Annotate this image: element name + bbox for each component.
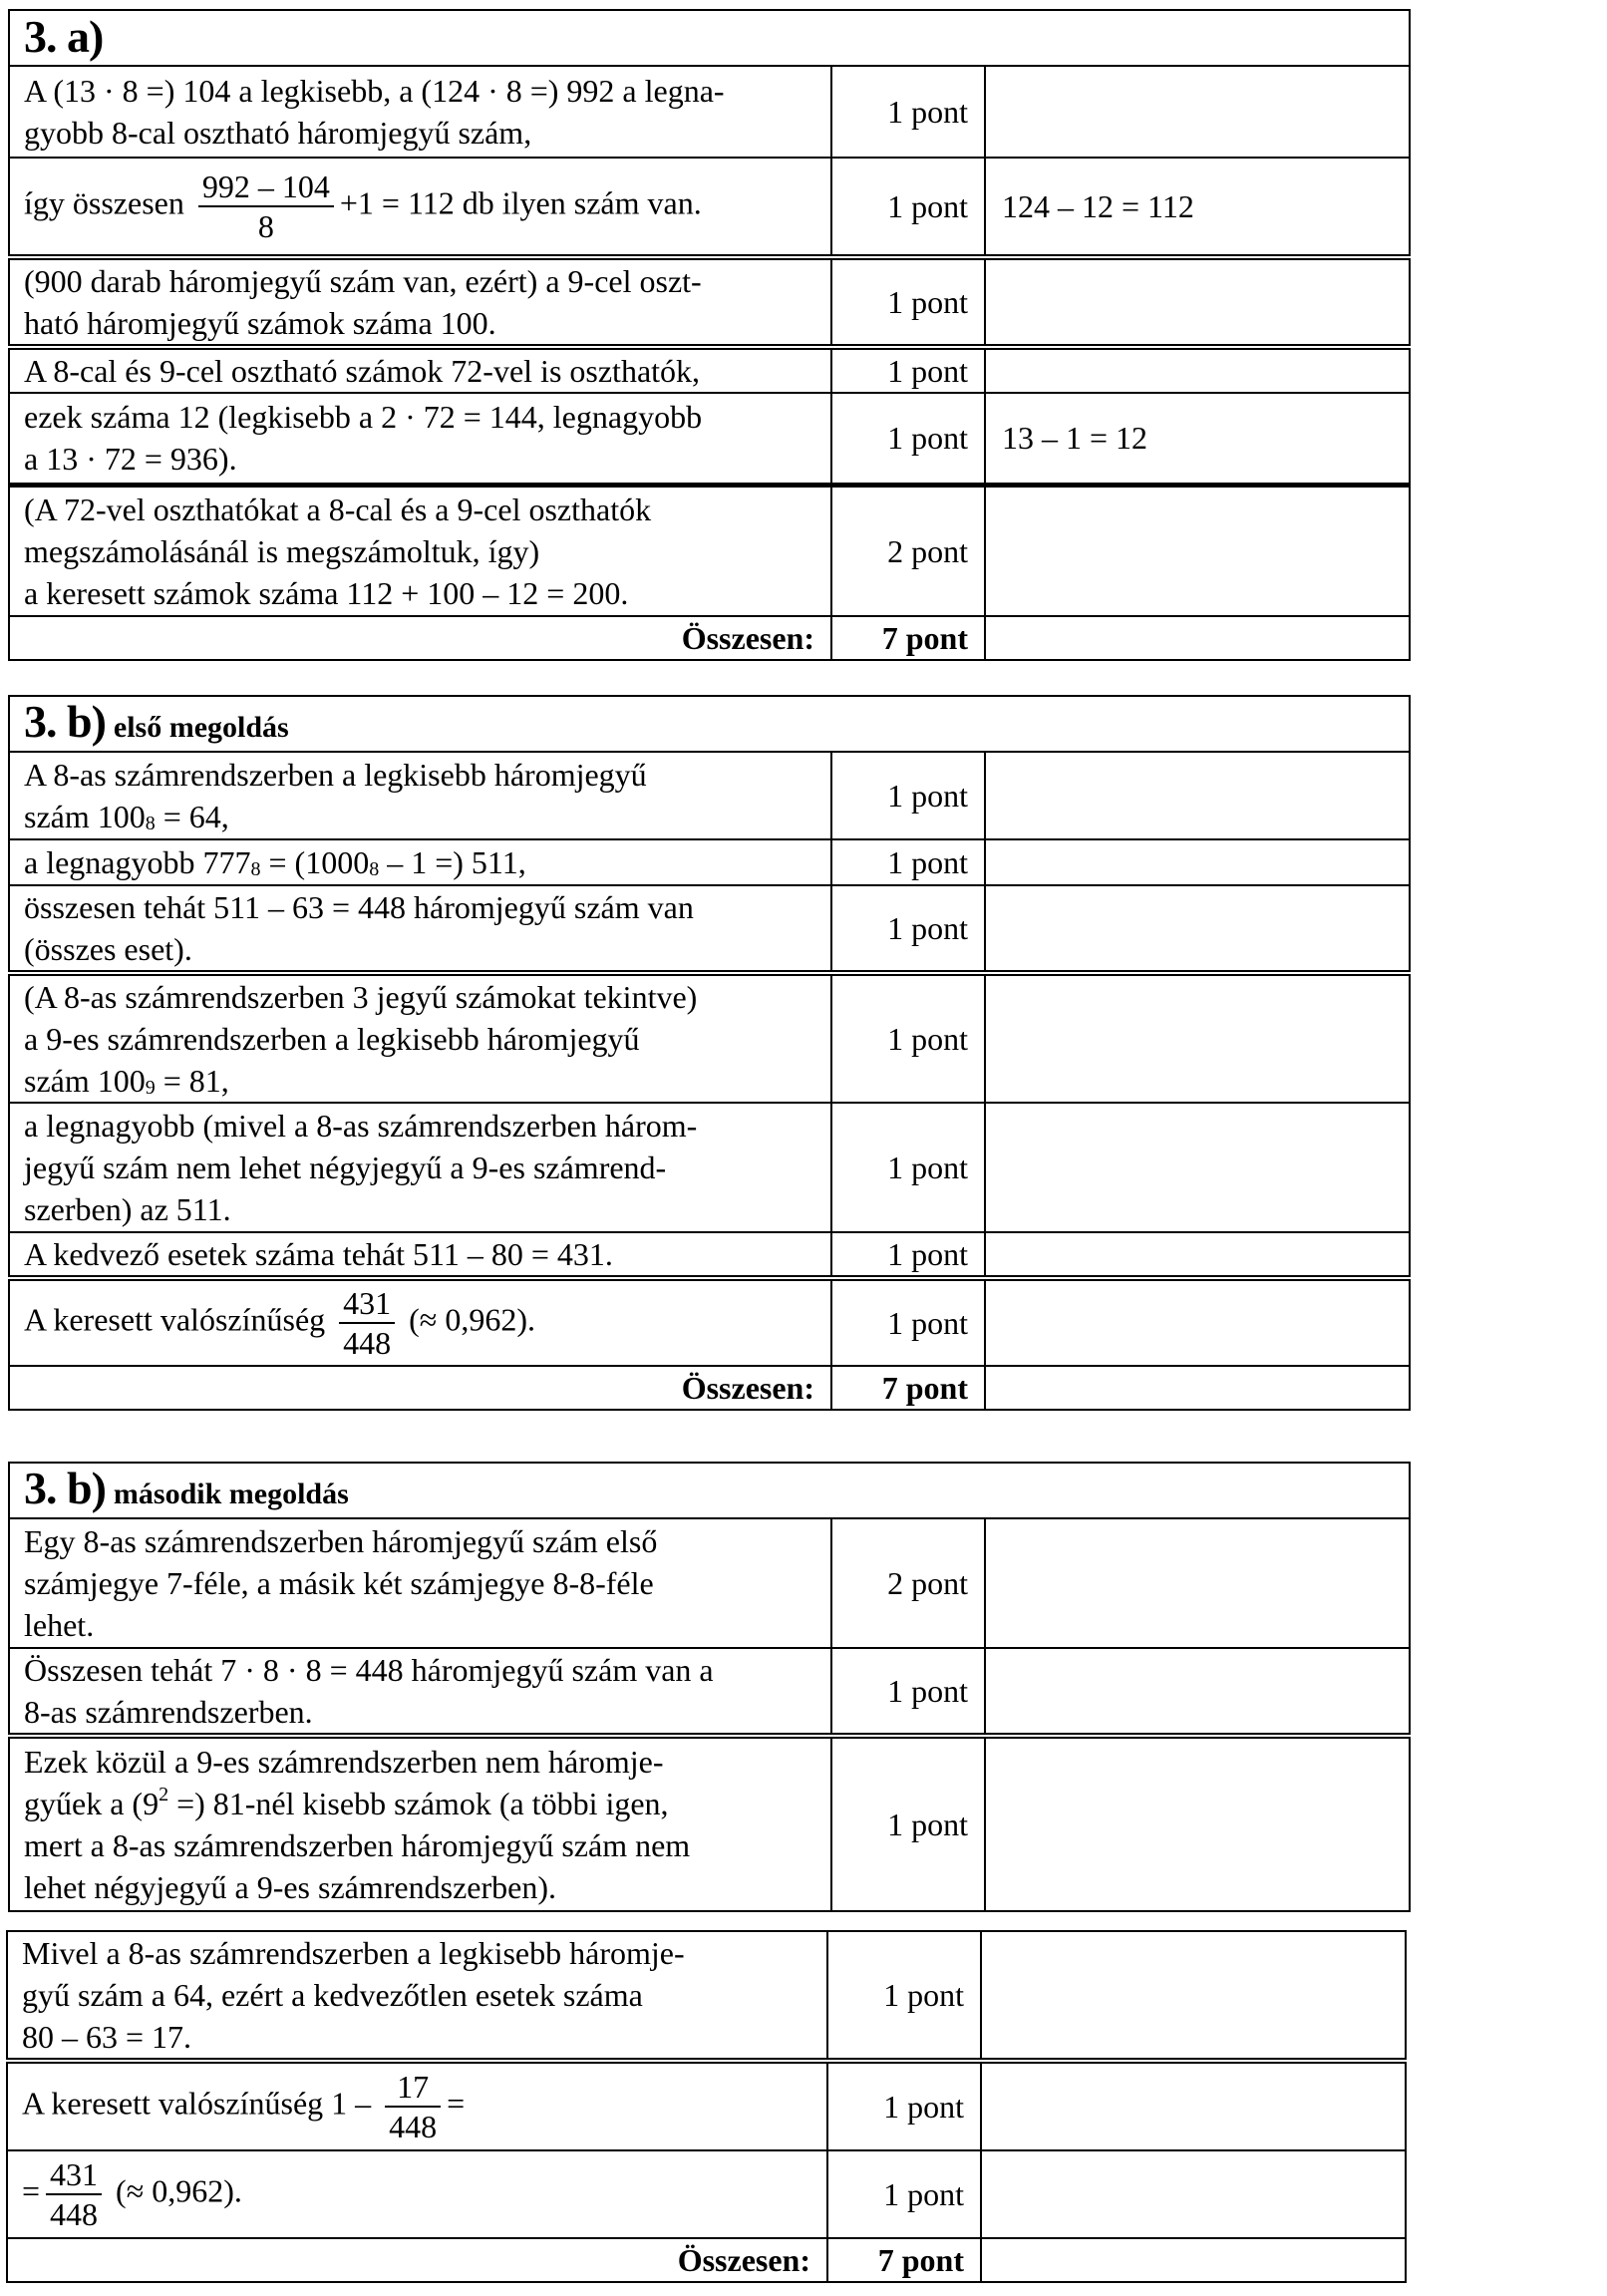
solution-text <box>9 347 831 393</box>
note-cell <box>985 1232 1410 1278</box>
section-3a-table <box>8 9 1411 661</box>
text-line: lehet négyjegyű a 9-es számrendszerben). <box>24 1869 556 1905</box>
note-cell <box>985 885 1410 973</box>
points-cell: 1 pont <box>831 66 985 158</box>
solution-text <box>9 1103 831 1232</box>
note-cell <box>985 973 1410 1103</box>
note-cell <box>985 839 1410 885</box>
section-heading <box>9 10 1410 66</box>
solution-text <box>9 885 831 973</box>
fraction <box>198 167 334 245</box>
text-segment: = <box>447 2085 466 2122</box>
section-3b-second-solution-table <box>8 1462 1411 1912</box>
solution-row <box>9 973 1410 1103</box>
solution-text <box>9 752 831 839</box>
solution-text <box>7 2061 827 2150</box>
solution-row <box>7 2061 1406 2150</box>
fraction-numerator: 17 <box>385 2068 441 2108</box>
solution-row <box>9 485 1410 616</box>
total-row <box>9 1366 1410 1410</box>
points-cell: 2 pont <box>831 485 985 616</box>
number-base: 8 <box>369 858 380 880</box>
solution-text <box>9 1232 831 1278</box>
note-cell <box>981 1931 1406 2061</box>
total-label: Összesen: <box>9 616 831 660</box>
total-row <box>7 2238 1406 2282</box>
text-line: gyű szám a 64, ezért a kedvezőtlen esetek száma <box>22 1977 643 2013</box>
points-cell: 2 pont <box>831 1518 985 1648</box>
fraction <box>46 2155 102 2233</box>
solution-row <box>9 66 1410 158</box>
points-cell: 1 pont <box>831 1103 985 1232</box>
solution-row <box>9 347 1410 393</box>
number-base: 9 <box>145 1077 156 1099</box>
text-line: A kedvező esetek száma tehát 511 – 80 = 431. <box>24 1236 613 1272</box>
fraction-denominator: 448 <box>343 1325 392 1361</box>
heading-subtitle: második megoldás <box>113 1477 349 1510</box>
text-line: a keresett számok száma 112 + 100 – 12 = 200. <box>24 574 629 611</box>
fraction <box>385 2068 441 2145</box>
solution-row <box>9 752 1410 839</box>
text-segment: =) 81-nél kisebb számok (a többi igen, <box>168 1786 669 1821</box>
text-line: gyobb 8-cal osztható háromjegyű szám, <box>24 115 532 151</box>
note-cell <box>985 66 1410 158</box>
text-line <box>24 796 820 837</box>
note-cell <box>985 485 1410 616</box>
text-segment: = (1000 <box>260 844 370 880</box>
heading-number: 3. b) <box>24 1463 106 1513</box>
fraction-numerator: 431 <box>339 1284 395 1324</box>
points-cell: 1 pont <box>831 257 985 347</box>
text-line: Ezek közül a 9-es számrendszerben nem háromje- <box>24 1744 664 1780</box>
solution-text <box>9 1518 831 1648</box>
total-points: 7 pont <box>831 1366 985 1410</box>
text-line: A 8-as számrendszerben a legkisebb háromjegyű <box>24 757 647 793</box>
heading-number: 3. a) <box>24 11 104 62</box>
text-line: számjegye 7-féle, a másik két számjegye 8-8-féle <box>24 1565 654 1601</box>
text-line: a legnagyobb (mivel a 8-as számrendszerben három- <box>24 1108 698 1144</box>
text-line: (A 8-as számrendszerben 3 jegyű számokat tekintve) <box>24 979 698 1015</box>
points-cell: 1 pont <box>831 393 985 485</box>
text-line: lehet. <box>24 1607 95 1643</box>
text-line: a 9-es számrendszerben a legkisebb háromjegyű <box>24 1021 640 1057</box>
text-segment: +1 = 112 db ilyen szám van. <box>339 184 702 221</box>
heading-subtitle: első megoldás <box>113 711 289 744</box>
number-base: 8 <box>145 813 156 834</box>
points-cell: 1 pont <box>831 752 985 839</box>
solution-row <box>7 2150 1406 2238</box>
text-line <box>24 1060 820 1102</box>
heading-number: 3. b) <box>24 696 106 747</box>
solution-text <box>9 1648 831 1736</box>
solution-row <box>9 1736 1410 1911</box>
text-segment: = <box>22 2172 41 2209</box>
text-segment: = 81, <box>155 1063 229 1099</box>
solution-text <box>9 66 831 158</box>
text-segment: gyűek a (9 <box>24 1786 160 1821</box>
fraction-denominator: 448 <box>50 2196 99 2232</box>
total-label: Összesen: <box>9 1366 831 1410</box>
total-points: 7 pont <box>831 616 985 660</box>
note-cell <box>985 1518 1410 1648</box>
solution-row <box>9 1518 1410 1648</box>
solution-text <box>9 158 831 257</box>
solution-text <box>9 257 831 347</box>
text-line: ható háromjegyű számok száma 100. <box>24 305 496 341</box>
text-line: 8-as számrendszerben. <box>24 1694 313 1730</box>
text-line: jegyű szám nem lehet négyjegyű a 9-es számrend- <box>24 1149 667 1185</box>
solution-row <box>9 839 1410 885</box>
solution-text <box>9 973 831 1103</box>
solution-row <box>9 257 1410 347</box>
note-cell: 13 – 1 = 12 <box>985 393 1410 485</box>
exponent: 2 <box>159 1784 169 1805</box>
solution-row <box>9 1278 1410 1366</box>
text-segment: – 1 =) 511, <box>379 844 526 880</box>
solution-row <box>7 1931 1406 2061</box>
fraction-denominator: 448 <box>389 2109 438 2144</box>
note-cell <box>981 2061 1406 2150</box>
text-line <box>24 1783 820 1824</box>
text-line: mert a 8-as számrendszerben háromjegyű szám nem <box>24 1827 691 1863</box>
solution-row <box>9 1232 1410 1278</box>
solution-text <box>7 2150 827 2238</box>
note-cell <box>985 752 1410 839</box>
text-line: megszámolásánál is megszámoltuk, így) <box>24 532 540 569</box>
text-line: összesen tehát 511 – 63 = 448 háromjegyű szám van <box>24 889 694 925</box>
solution-row <box>9 158 1410 257</box>
solution-text <box>9 393 831 485</box>
text-line: A 8-cal és 9-cel osztható számok 72-vel is oszthatók, <box>24 353 701 389</box>
section-heading <box>9 696 1410 752</box>
solution-text <box>9 839 831 885</box>
text-line: (900 darab háromjegyű szám van, ezért) a 9-cel oszt- <box>24 263 702 299</box>
solution-row <box>9 1648 1410 1736</box>
text-line: (A 72-vel oszthatókat a 8-cal és a 9-cel oszthatók <box>24 491 652 527</box>
text-line: szerben) az 511. <box>24 1191 231 1227</box>
total-row <box>9 616 1410 660</box>
fraction <box>339 1284 395 1362</box>
text-segment: szám 100 <box>24 1063 146 1099</box>
text-segment: A keresett valószínűség <box>24 1301 326 1338</box>
text-line: A (13 · 8 =) 104 a legkisebb, a (124 · 8 =) 992 a legna- <box>24 73 725 109</box>
points-cell: 1 pont <box>831 1278 985 1366</box>
text-line: (összes eset). <box>24 931 192 967</box>
points-cell: 1 pont <box>831 885 985 973</box>
text-line: Összesen tehát 7 · 8 · 8 = 448 háromjegyű szám van a <box>24 1652 714 1688</box>
section-3b-first-solution-table <box>8 695 1411 1411</box>
points-cell: 1 pont <box>831 1736 985 1911</box>
text-line: Mivel a 8-as számrendszerben a legkisebb háromje- <box>22 1935 685 1971</box>
section-3b-second-solution-continued-table <box>6 1930 1407 2283</box>
text-segment: = 64, <box>155 799 229 834</box>
text-segment: (≈ 0,962). <box>409 1301 536 1338</box>
solution-row <box>9 393 1410 485</box>
points-cell: 1 pont <box>827 1931 981 2061</box>
points-cell: 1 pont <box>827 2061 981 2150</box>
note-cell <box>985 257 1410 347</box>
text-segment: (≈ 0,962). <box>116 2172 242 2209</box>
points-cell: 1 pont <box>831 347 985 393</box>
section-heading <box>9 1463 1410 1518</box>
number-base: 8 <box>250 858 261 880</box>
points-cell: 1 pont <box>831 973 985 1103</box>
note-cell <box>981 2150 1406 2238</box>
note-cell <box>985 1736 1410 1911</box>
solution-text <box>7 1931 827 2061</box>
note-cell <box>985 1648 1410 1736</box>
solution-row <box>9 885 1410 973</box>
text-segment: így összesen <box>24 184 184 221</box>
text-line: ezek száma 12 (legkisebb a 2 · 72 = 144, legnagyobb <box>24 399 703 436</box>
note-cell <box>985 1366 1410 1410</box>
text-line: Egy 8-as számrendszerben háromjegyű szám első <box>24 1523 658 1559</box>
fraction-numerator: 431 <box>46 2155 102 2195</box>
total-label: Összesen: <box>7 2238 827 2282</box>
points-cell: 1 pont <box>831 1648 985 1736</box>
total-points: 7 pont <box>827 2238 981 2282</box>
text-line: 80 – 63 = 17. <box>22 2019 192 2055</box>
note-cell <box>985 1103 1410 1232</box>
text-segment: szám 100 <box>24 799 146 834</box>
points-cell: 1 pont <box>827 2150 981 2238</box>
solution-text <box>9 1736 831 1911</box>
text-line: a 13 · 72 = 936). <box>24 441 237 478</box>
solution-text <box>9 1278 831 1366</box>
note-cell <box>985 1278 1410 1366</box>
note-cell <box>985 616 1410 660</box>
fraction-denominator: 8 <box>257 208 274 244</box>
note-cell: 124 – 12 = 112 <box>985 158 1410 257</box>
solution-row <box>9 1103 1410 1232</box>
points-cell: 1 pont <box>831 839 985 885</box>
note-cell <box>981 2238 1406 2282</box>
note-cell <box>985 347 1410 393</box>
fraction-numerator: 992 – 104 <box>198 167 334 207</box>
points-cell: 1 pont <box>831 158 985 257</box>
solution-text <box>9 485 831 616</box>
points-cell: 1 pont <box>831 1232 985 1278</box>
text-segment: a legnagyobb 777 <box>24 844 251 880</box>
text-segment: A keresett valószínűség 1 – <box>22 2085 372 2122</box>
